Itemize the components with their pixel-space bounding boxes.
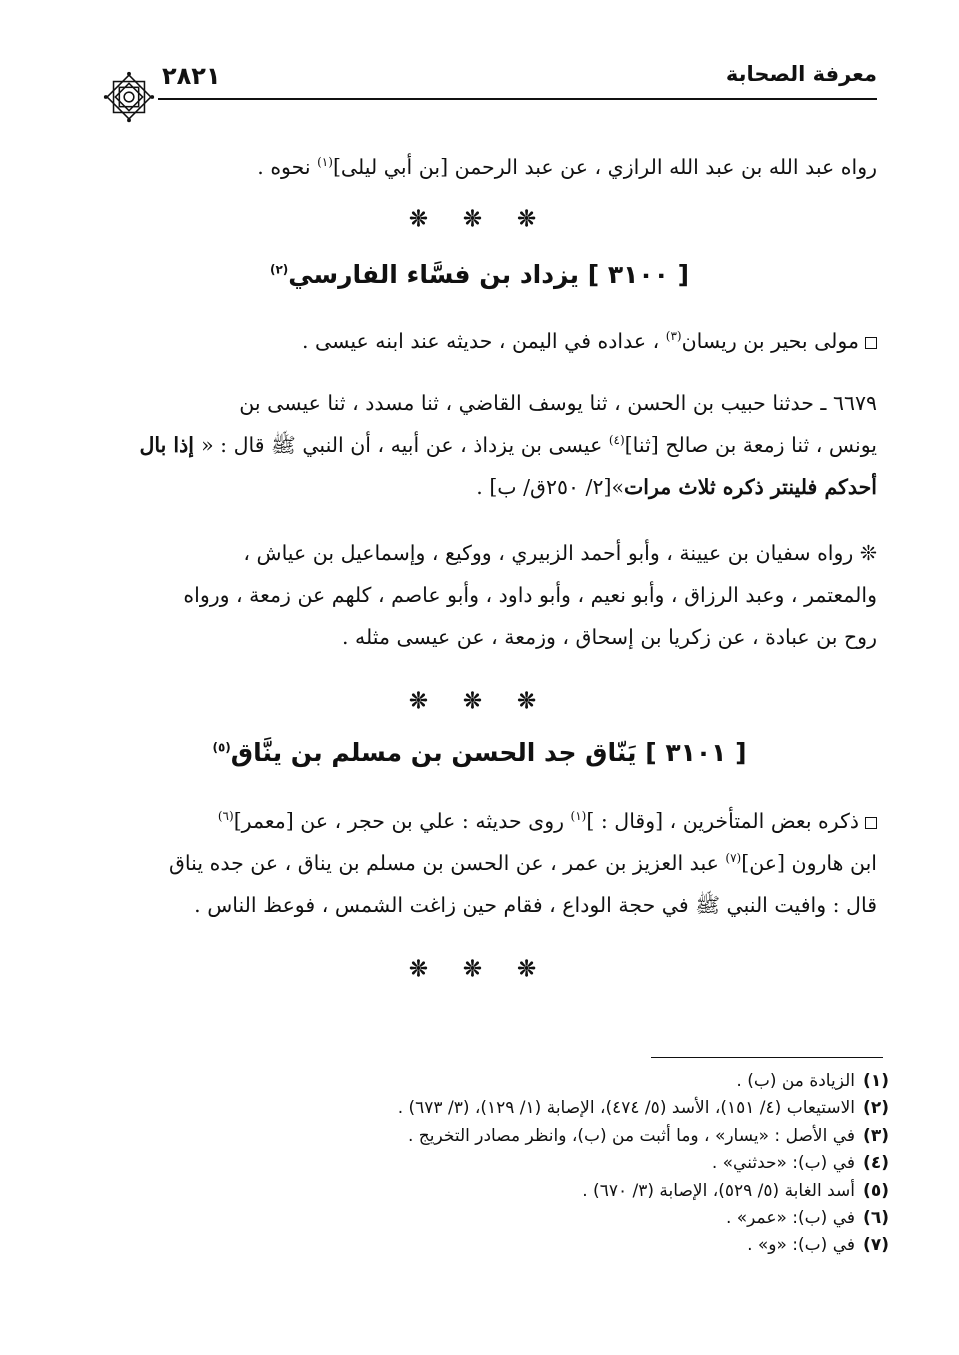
footnote-number: (٢) [863, 1098, 889, 1119]
hadith-line [108, 466, 877, 508]
footnote-number: (٧) [863, 1235, 889, 1256]
hadith-source: »[٢/ ٢٥٠ق/ ب] . [476, 475, 624, 499]
footnote-text: الزيادة من (ب) . [736, 1071, 855, 1091]
hadith-text: عيسى بن يزداذ ، عن أبيه ، أن النبي ﷺ قال : « [201, 433, 609, 457]
entry-line: قال : وافيت النبي ﷺ في حجة الوداع ، فقام حين زاغت الشمس ، فوعظ الناس . [194, 893, 877, 917]
intro-paragraph [108, 146, 877, 188]
entry-text: روى حديثه : علي بن حجر ، عن [معمر] [233, 809, 571, 833]
footnote-item [100, 1123, 889, 1150]
footnote-ref: (٧) [725, 851, 742, 866]
hadith-line: ٦٦٧٩ ـ حدثنا حبيب بن الحسن ، ثنا يوسف القاضي ، ثنا مسدد ، ثنا عيسى بن [239, 391, 877, 415]
intro-text-end: نحوه . [257, 155, 318, 179]
entry-line [108, 800, 877, 842]
entry-description [108, 320, 877, 362]
commentary-line: روح بن عبادة ، عن زكريا بن إسحاق ، وزمعة ، عن عيسى مثله . [341, 625, 877, 649]
entry-text: ابن هارون [عن] [741, 851, 877, 875]
square-bullet-icon [865, 337, 877, 349]
footnote-text: في (ب): «و» . [747, 1235, 855, 1256]
footnote-text: في (ب): «حدثني» . [711, 1153, 855, 1174]
footnote-number: (٣) [863, 1125, 889, 1146]
page-number: ٢٨٢١ [162, 62, 221, 90]
footnote-text: أسد الغابة (٥/ ٥٢٩)، الإصابة (٣/ ٦٧٠) . [582, 1180, 855, 1201]
hadith-paragraph [108, 382, 877, 508]
footnotes-list [100, 1068, 889, 1260]
footnote-number: (٤) [863, 1153, 889, 1174]
square-bullet-icon [865, 817, 877, 829]
entry-heading [0, 738, 959, 767]
book-title: معرفة الصحابة [725, 62, 877, 86]
hadith-matn: أحدكم فلينتر ذكره ثلاث مرات [624, 475, 877, 499]
footnote-ref: (١) [570, 809, 587, 824]
footnote-item [100, 1178, 889, 1205]
footnote-item [100, 1068, 889, 1095]
entry-line [108, 842, 877, 884]
footnote-ref: (٦) [217, 809, 234, 824]
footnote-number: (٥) [863, 1180, 889, 1201]
footnote-item [100, 1205, 889, 1232]
entry-heading [0, 260, 959, 289]
entry-description [108, 800, 877, 926]
hadith-matn: إذا بال [139, 433, 202, 457]
section-separator: ❊ ❊ ❊ [409, 206, 550, 232]
footnote-item [100, 1150, 889, 1177]
footnote-divider [651, 1057, 883, 1058]
hadith-text: يونس ، ثنا زمعة بن صالح [ثنا] [624, 433, 877, 457]
footnote-text: الاستيعاب (٤/ ١٥١)، الأسد (٥/ ٤٧٤)، الإصابة (١/ ١٢٩)، (٣/ ٦٧٣) . [397, 1098, 855, 1119]
footnote-item [100, 1232, 889, 1259]
entry-text: ذكره بعض المتأخرين ، [وقال : ] [586, 809, 859, 833]
commentary-line: والمعتمر ، وعبد الرزاق ، وأبو نعيم ، وأبو داود ، وأبو عاصم ، كلهم عن زمعة ، ورواه [183, 583, 877, 607]
header-divider [158, 98, 877, 100]
footnote-ref: (٣) [665, 329, 682, 344]
running-header [100, 56, 877, 98]
commentary-paragraph [108, 532, 877, 658]
star-ornament-icon [100, 68, 158, 126]
intro-text: رواه عبد الله بن عبد الله الرازي ، عن عبد الرحمن [بن أبي ليلى] [332, 155, 877, 179]
entry-text: عبد العزيز بن عمر ، عن الحسن بن مسلم بن يناق ، عن جده يناق [169, 851, 726, 875]
footnote-number: (١) [863, 1071, 889, 1091]
hadith-line [108, 424, 877, 466]
footnote-ref: (٤) [608, 433, 625, 448]
description-text: مولى بحير بن ريسان [681, 329, 859, 353]
footnote-ref: (١) [317, 155, 333, 170]
footnote-item [100, 1095, 889, 1122]
entry-title: [ ٣١٠١ ] يَنّاق جد الحسن بن مسلم بن ينَّاق [230, 738, 747, 767]
section-separator: ❊ ❊ ❊ [409, 956, 550, 982]
footnote-number: (٦) [863, 1208, 889, 1229]
entry-title: [ ٣١٠٠ ] يزداد بن فسَّاء الفارسي [288, 260, 690, 289]
footnote-text: في (ب): «عمر» . [725, 1208, 855, 1229]
description-text-end: ، عداده في اليمن ، حديثه عند ابنه عيسى . [301, 329, 666, 353]
footnote-ref: (٥) [212, 740, 231, 755]
footnote-ref: (٢) [269, 262, 289, 277]
footnote-text: في الأصل : «يسار» ، وما أثبت من (ب)، وانظر مصادر التخريج . [407, 1125, 855, 1146]
commentary-line: ❊ رواه سفيان بن عيينة ، وأبو أحمد الزبيري ، ووكيع ، وإسماعيل بن عياش ، [243, 541, 877, 565]
section-separator: ❊ ❊ ❊ [409, 688, 550, 714]
